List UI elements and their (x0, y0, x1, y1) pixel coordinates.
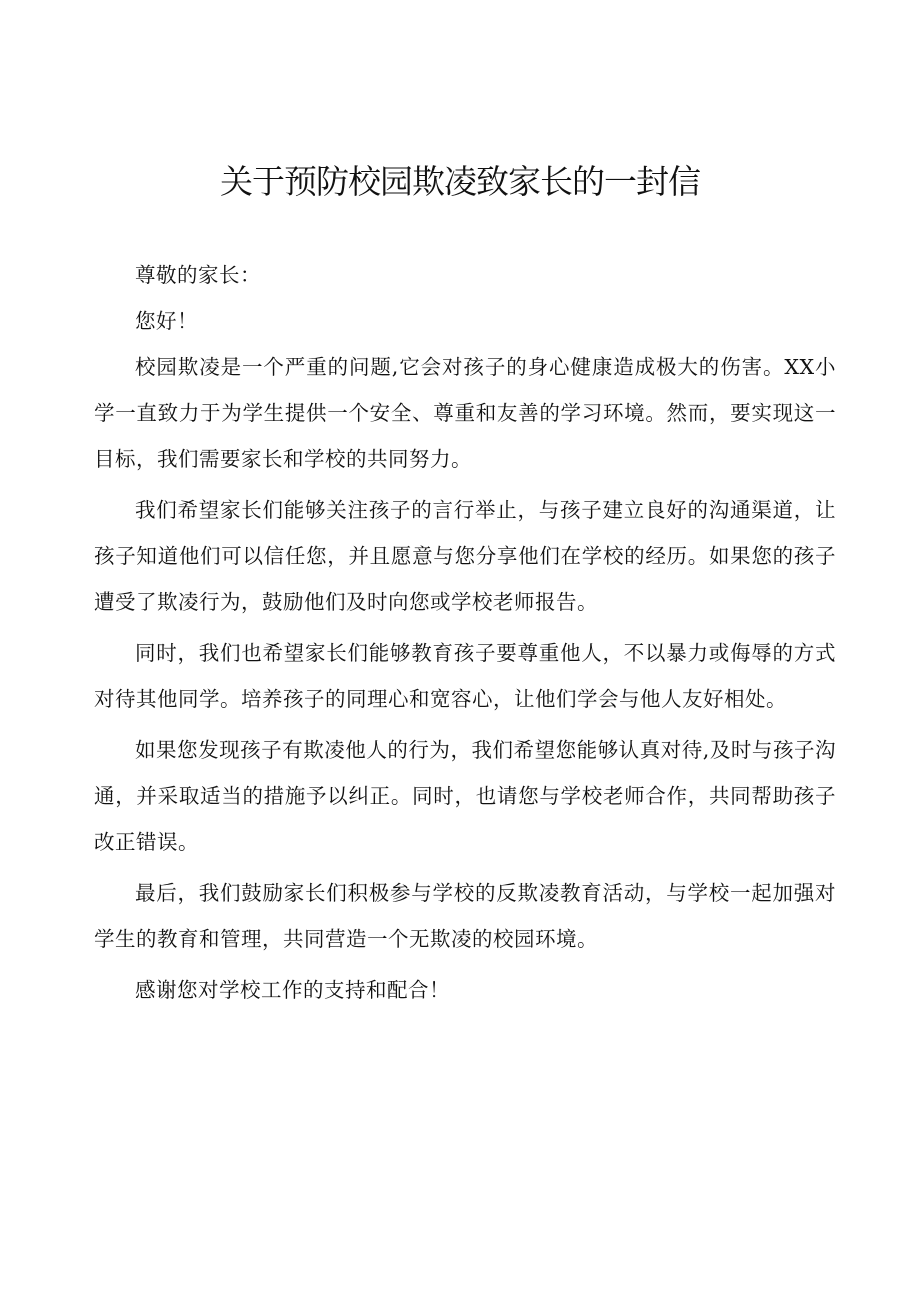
salutation: 尊敬的家长： (135, 263, 261, 287)
closing: 感谢您对学校工作的支持和配合！ (135, 978, 450, 1002)
letter-body (94, 252, 836, 1013)
paragraph-3: 同时，我们也希望家长们能够教育孩子要尊重他人，不以暴力或侮辱的方式对待其他同学。培养孩子的同理心和宽容心，让他们学会与他人友好相处。 (94, 641, 836, 711)
paragraph-5: 最后，我们鼓励家长们积极参与学校的反欺凌教育活动，与学校一起加强对学生的教育和管理，共同营造一个无欺凌的校园环境。 (94, 881, 836, 951)
document-title: 关于预防校园欺凌致家长的一封信 (220, 162, 700, 201)
paragraph-1: 校园欺凌是一个严重的问题,它会对孩子的身心健康造成极大的伤害。XX小学一直致力于为学生提供一个安全、尊重和友善的学习环境。然而，要实现这一目标，我们需要家长和学校的共同努力。 (94, 355, 836, 471)
paragraph-4: 如果您发现孩子有欺凌他人的行为，我们希望您能够认真对待,及时与孩子沟通，并采取适当的措施予以纠正。同时，也请您与学校老师合作，共同帮助孩子改正错误。 (94, 738, 836, 854)
greeting: 您好！ (135, 309, 198, 333)
paragraph-2: 我们希望家长们能够关注孩子的言行举止，与孩子建立良好的沟通渠道，让孩子知道他们可以信任您，并且愿意与您分享他们在学校的经历。如果您的孩子遭受了欺凌行为，鼓励他们及时向您或学校老师报告。 (94, 498, 836, 614)
